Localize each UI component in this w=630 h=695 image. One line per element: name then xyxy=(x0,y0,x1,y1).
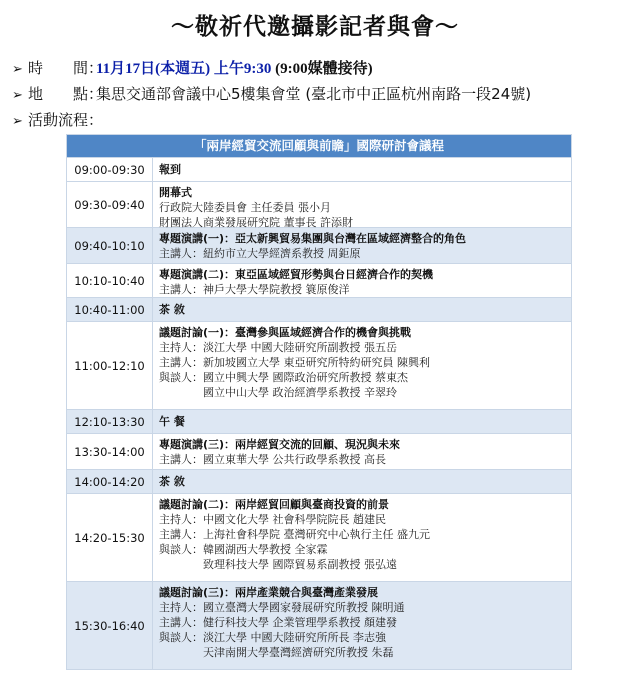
agenda-time: 09:40-10:10 xyxy=(67,228,153,263)
agenda-session-title: 報到 xyxy=(159,163,181,176)
agenda-session-title: 開幕式 xyxy=(159,186,192,199)
agenda-speaker-line: 主講人：健行科技大學 企業管理學系教授 顏建發 xyxy=(159,616,397,629)
agenda-row xyxy=(67,321,571,409)
agenda-content xyxy=(153,322,571,409)
page-title: ～敬祈代邀攝影記者與會～ xyxy=(171,14,459,40)
agenda-session-title: 議題討論(二)：兩岸經貿回顧與臺商投資的前景 xyxy=(159,498,390,511)
time-value: 11月17日(本週五) 上午9:30 xyxy=(96,61,272,77)
agenda-content xyxy=(153,264,571,297)
agenda-speaker-line: 財團法人商業發展研究院 董事長 許添財 xyxy=(159,216,353,229)
agenda-session-title: 專題演講(三)：兩岸經貿交流的回顧、現況與未來 xyxy=(159,438,401,451)
agenda-speaker-line: 致理科技大學 國際貿易系副教授 張弘遠 xyxy=(159,558,397,571)
agenda-time: 10:40-11:00 xyxy=(67,298,153,321)
info-time xyxy=(12,58,373,80)
agenda-content xyxy=(153,470,571,493)
agenda-header: 「兩岸經貿交流回顧與前瞻」國際研討會議程 xyxy=(67,135,571,157)
agenda-time: 14:00-14:20 xyxy=(67,470,153,493)
info-flow xyxy=(12,110,103,132)
agenda-speaker-line: 主講人：新加坡國立大學 東亞研究所特約研究員 陳興利 xyxy=(159,356,430,369)
agenda-speaker-line: 行政院大陸委員會 主任委員 張小月 xyxy=(159,201,331,214)
info-place xyxy=(12,84,531,106)
agenda-time: 11:00-12:10 xyxy=(67,322,153,409)
agenda-content xyxy=(153,298,571,321)
agenda-speaker-line: 天津南開大學臺灣經濟研究所教授 朱磊 xyxy=(159,646,394,659)
time-note: (9:00媒體接待) xyxy=(271,61,373,77)
agenda-speaker-line: 主講人：國立東華大學 公共行政學系教授 高長 xyxy=(159,453,386,466)
time-label: 時 間： xyxy=(28,59,104,77)
agenda-content xyxy=(153,158,571,181)
agenda-speaker-line: 主持人：淡江大學 中國大陸研究所副教授 張五岳 xyxy=(159,341,397,354)
agenda-time: 15:30-16:40 xyxy=(67,582,153,669)
agenda-content xyxy=(153,494,571,581)
arrow-right-icon: ➢ xyxy=(12,114,23,129)
agenda-content xyxy=(153,582,571,669)
place-label: 地 點： xyxy=(28,85,104,103)
agenda-session-title: 專題演講(二)：東亞區域經貿形勢與台日經濟合作的契機 xyxy=(159,268,434,281)
agenda-time: 12:10-13:30 xyxy=(67,410,153,433)
agenda-row xyxy=(67,157,571,181)
agenda-speaker-line: 主持人：國立臺灣大學國家發展研究所教授 陳明通 xyxy=(159,601,405,614)
agenda-time: 09:00-09:30 xyxy=(67,158,153,181)
agenda-row xyxy=(67,181,571,227)
agenda-speaker-line: 主持人：中國文化大學 社會科學院院長 趙建民 xyxy=(159,513,386,526)
agenda-content xyxy=(153,182,571,227)
agenda-row xyxy=(67,433,571,469)
agenda-speaker-line: 主講人：上海社會科學院 臺灣研究中心執行主任 盛九元 xyxy=(159,528,430,541)
arrow-right-icon: ➢ xyxy=(12,88,23,103)
agenda-row xyxy=(67,469,571,493)
flow-label: 活動流程： xyxy=(28,111,104,129)
agenda-row xyxy=(67,263,571,297)
agenda-speaker-line: 主講人：紐約市立大學經濟系教授 周鉅原 xyxy=(159,247,361,260)
agenda-speaker-line: 與談人：淡江大學 中國大陸研究所所長 李志強 xyxy=(159,631,386,644)
agenda-session-title: 茶 敘 xyxy=(159,475,185,488)
agenda-row xyxy=(67,297,571,321)
agenda-speaker-line: 主講人：神戶大學大學院教授 簑原俊洋 xyxy=(159,283,350,296)
agenda-session-title: 議題討論(三)：兩岸產業競合與臺灣產業發展 xyxy=(159,586,379,599)
agenda-session-title: 午 餐 xyxy=(159,415,185,428)
agenda-time: 13:30-14:00 xyxy=(67,434,153,469)
arrow-right-icon: ➢ xyxy=(12,62,23,77)
place-value: 集思交通部會議中心5樓集會堂 (臺北市中正區杭州南路一段24號) xyxy=(96,85,532,103)
agenda-speaker-line: 與談人：韓國湖西大學教授 全家霖 xyxy=(159,543,328,556)
agenda-row xyxy=(67,409,571,433)
agenda-time: 10:10-10:40 xyxy=(67,264,153,297)
agenda-speaker-line: 與談人：國立中興大學 國際政治研究所教授 蔡東杰 xyxy=(159,371,408,384)
agenda-content xyxy=(153,228,571,263)
agenda-row xyxy=(67,227,571,263)
agenda-session-title: 專題演講(一)：亞太新興貿易集團與台灣在區域經濟整合的角色 xyxy=(159,232,467,245)
agenda-table xyxy=(66,134,572,670)
agenda-row xyxy=(67,581,571,669)
agenda-session-title: 議題討論(一)：臺灣參與區域經濟合作的機會與挑戰 xyxy=(159,326,412,339)
agenda-rows xyxy=(67,157,571,669)
agenda-content xyxy=(153,434,571,469)
agenda-content xyxy=(153,410,571,433)
agenda-time: 09:30-09:40 xyxy=(67,182,153,227)
agenda-time: 14:20-15:30 xyxy=(67,494,153,581)
agenda-session-title: 茶 敘 xyxy=(159,303,185,316)
agenda-speaker-line: 國立中山大學 政治經濟學系教授 辛翠玲 xyxy=(159,386,397,399)
agenda-row xyxy=(67,493,571,581)
